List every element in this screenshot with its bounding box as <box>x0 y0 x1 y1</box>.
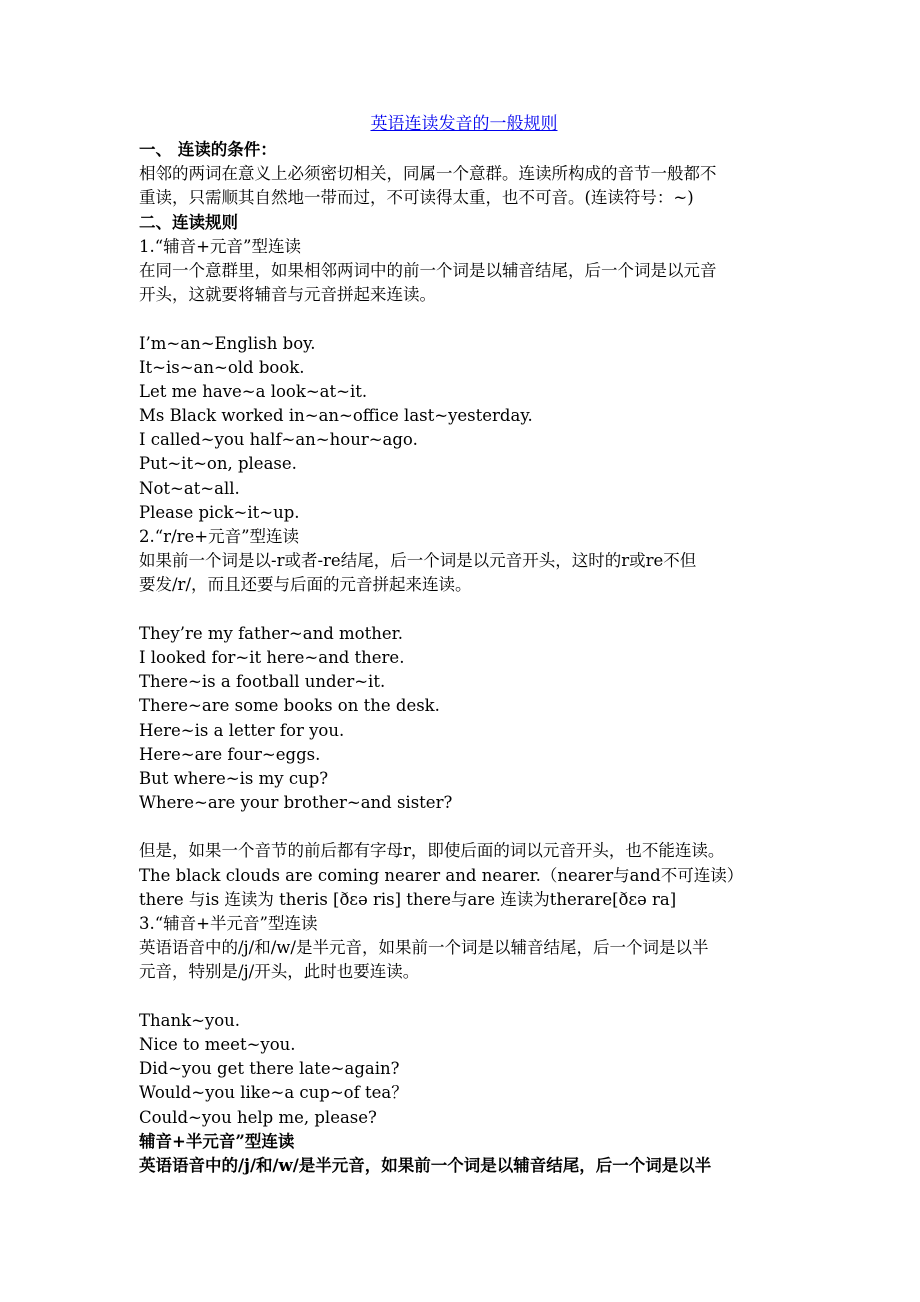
text-line: 辅音+半元音”型连读 <box>139 1131 295 1151</box>
text-line: It~is~an~old book. <box>139 357 305 377</box>
blank-line <box>139 307 789 331</box>
text-line: 要发/r/，而且还要与后面的元音拼起来连读。 <box>139 575 472 595</box>
document-body <box>139 138 789 1178</box>
text-line: 一、 连读的条件： <box>139 140 277 159</box>
blank-line <box>139 985 789 1009</box>
text-line: Put~it~on, please. <box>139 454 297 474</box>
text-line: Thank~you. <box>139 1010 241 1030</box>
text-line: Please pick~it~up. <box>139 502 300 522</box>
text-line: But where~is my cup? <box>139 768 329 788</box>
blank-line <box>139 815 789 839</box>
text-line: Nice to meet~you. <box>139 1034 296 1054</box>
text-line: Where~are your brother~and sister? <box>139 793 453 813</box>
text-line: Here~is a letter for you. <box>139 720 345 740</box>
text-line: 2.“r/re+元音”型连读 <box>139 527 300 546</box>
text-line: Would~you like~a cup~of tea？ <box>139 1083 408 1103</box>
text-line: I’m~an~English boy. <box>139 333 316 353</box>
text-line: 3.“辅音+半元音”型连读 <box>139 914 318 933</box>
text-line: There~is a football under~it. <box>139 672 386 692</box>
text-line: 二、连读规则 <box>139 212 238 232</box>
text-line: Did~you get there late~again? <box>139 1059 400 1079</box>
text-line: 相邻的两词在意义上必须密切相关，同属一个意群。连读所构成的音节一般都不 <box>139 164 717 184</box>
text-line: There~are some books on the desk. <box>139 696 440 716</box>
blank-line <box>139 598 789 622</box>
text-line: 1.“辅音+元音”型连读 <box>139 236 301 256</box>
text-line: 如果前一个词是以-r或者-re结尾，后一个词是以元音开头，这时的r或re不但 <box>139 551 697 571</box>
text-line: I called~you half~an~hour~ago. <box>139 430 418 450</box>
text-line: 英语语音中的/j/和/w/是半元音，如果前一个词是以辅音结尾，后一个词是以半 <box>139 938 709 958</box>
text-line: 但是，如果一个音节的前后都有字母r，即使后面的词以元音开头，也不能连读。 <box>139 841 725 861</box>
text-line: The black clouds are coming nearer and nearer.（nearer与and不可连读） <box>139 865 744 885</box>
text-line: Could~you help me, please? <box>139 1107 377 1127</box>
text-line: They’re my father~and mother. <box>139 623 403 643</box>
text-line: Let me have~a look~at~it. <box>139 381 368 401</box>
document-title-link[interactable]: 英语连读发音的一般规则 <box>370 114 558 134</box>
document-title-line <box>139 110 789 138</box>
text-line: there 与is 连读为 theris [ðɛə ris] there与are 连读为therare[ðɛə ra] <box>139 889 677 909</box>
text-line: Here~are four~eggs. <box>139 744 321 764</box>
text-line: Ms Black worked in~an~office last~yesterday. <box>139 406 533 426</box>
text-line: Not~at~all. <box>139 478 240 498</box>
text-line: 开头，这就要将辅音与元音拼起来连读。 <box>139 285 436 305</box>
text-line: 英语语音中的/j/和/w/是半元音，如果前一个词是以辅音结尾，后一个词是以半 <box>139 1155 712 1175</box>
text-line: 在同一个意群里，如果相邻两词中的前一个词是以辅音结尾，后一个词是以元音 <box>139 260 717 280</box>
text-line: 元音，特别是/j/开头，此时也要连读。 <box>139 962 420 982</box>
document-page <box>139 110 789 1178</box>
text-line: 重读，只需顺其自然地一带而过，不可读得太重，也不可音。(连读符号：~) <box>139 188 694 208</box>
text-line: I looked for~it here~and there. <box>139 647 405 667</box>
